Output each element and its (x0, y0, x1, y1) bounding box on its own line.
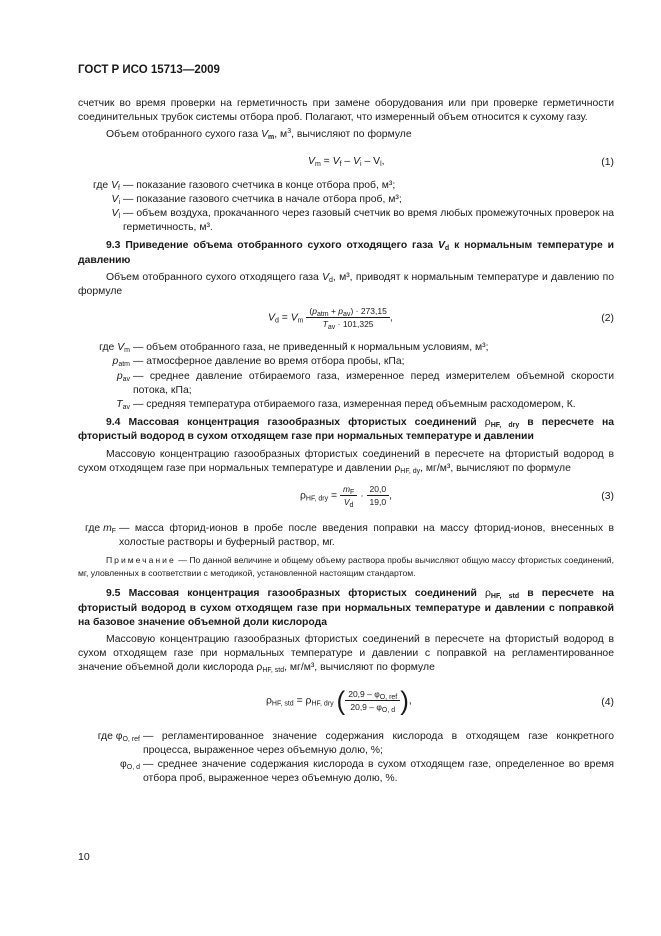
note: Примечание — По данной величине и общему объему раствора пробы вычисляют общую массу фтористых соединений, мг, уловленных в соответствии с методикой, установленной настоящим стандартом. (78, 555, 614, 578)
definition-item: где $V_f$ — показание газового счетчика в конце отбора проб, м³; (93, 179, 396, 192)
section-heading-9-3: 9.3 Приведение объема отобранного сухого отходящего газа $V_d$ к нормальным температуре и давлению (78, 240, 614, 266)
definitions-4 (78, 730, 614, 787)
paragraph-9-4: Массовую концентрацию газообразных фтористых соединений в пересчете на фтористый водород в сухом отходящем газе при нормальных температуре и давлении $\rho_{HF, dy}$, мг/м³, вычисляют по формуле (78, 448, 614, 475)
paragraph-9-5: Массовую концентрацию газообразных фтористых соединений в пересчете на фтористый водород в сухом отходящем газе при нормальных температуре и давлении с поправкой на регламентированное значение объемной доли кислорода $\rho_{HF, std}$, мг/м³, вычисляют по формуле (78, 634, 614, 675)
definition-item: $V_l$ — объем воздуха, прокачанного через газовый счетчик во время любых промежуточных проверок на герметичность, м³. (111, 208, 614, 234)
equation-4: $\rho_{HF, std} = \rho_{HF, dry}$ ( $\frac{20,9 - \varphi_{O, ref}}{20,9 - \varphi_{O, d}}$ ), (4) (266, 685, 614, 716)
equation-number: (1) (601, 156, 614, 168)
equation-number: (2) (601, 313, 614, 325)
equation-number: (3) (601, 491, 614, 503)
equation-1: $V_m = V_f - V_i - V_l$, (1) (78, 149, 614, 177)
paragraph-vm: Объем отобранного сухого газа $V_m$, $м^3$, вычисляют по формуле (106, 128, 412, 142)
definition-item: где $m_F$ — масса фторид-ионов в пробе после введения поправки на массу фторид-ионов, внесенных в холостые растворы и буферный раствор, мг. (85, 523, 614, 549)
section-heading-9-4: 9.4 Массовая концентрация газообразных фтористых соединений $\rho_{HF, dry}$ в пересчете на фтористый водород в сухом отходящем газе при нормальных температуре и давлении (78, 417, 614, 443)
definition-item: $p_{atm}$ — атмосферное давление во время отбора пробы, кПа; (112, 356, 405, 369)
definition-item: где $\varphi_{O, ref}$ — регламентированное значение содержания кислорода в отходящем газе конкретного процесса, выраженное через объемную долю, %; (97, 730, 614, 756)
paragraph-vd: Объем отобранного сухого отходящего газа $V_d$, м³, приводят к нормальным температуре и давлению по формуле (78, 271, 614, 298)
definitions-2 (78, 341, 614, 412)
equation-3: $\rho_{HF, dry}$ = $\frac{m_F}{V_d}$ · $\frac{20,0}{19,0}$ , (3) (300, 484, 614, 510)
page-header: ГОСТ Р ИСО 15713—2009 (78, 64, 220, 76)
page-body (78, 97, 614, 787)
equation-2: $V_d = V_m$ $\frac{(p_{atm} + p_{av}) \cdot 273,15}{T_{av} \cdot 101,325}$ , (2) (268, 306, 614, 332)
definition-item: $V_i$ — показание газового счетчика в начале отбора проб, м³; (111, 193, 402, 206)
definitions-1 (78, 179, 614, 236)
definition-item: $p_{av}$ — среднее давление отбираемого газа, измеренное перед измерителем объемной скорости потока, кПа; (116, 370, 614, 396)
definition-item: где $V_m$ — объем отобранного газа, не приведенный к нормальным условиям, м³; (99, 342, 489, 355)
section-heading-9-5: 9.5 Массовая концентрация газообразных фтористых соединений $\rho_{HF, std}$ в пересчете на фтористый водород в сухом отходящем газе при нормальных температуре и давлении с поправкой на базовое значение объемной доли кислорода (78, 588, 615, 628)
definition-item: $T_{av}$ — средняя температура отбираемого газа, измеренная перед объемным расходомером, К. (116, 399, 576, 412)
page-number: 10 (78, 851, 90, 863)
definition-item: $\varphi_{O, d}$ — среднее значение содержания кислорода в сухом отходящем газе, определенное во время отбора проб, выраженное через объемную долю, %. (120, 759, 614, 785)
paragraph-intro: счетчик во время проверки на герметичность при замене оборудования или при проверке герметичности соединительных трубок системы отбора проб. Полагают, что измеренный объем относится к сухому газу. (78, 98, 614, 124)
equation-number: (4) (601, 696, 614, 708)
